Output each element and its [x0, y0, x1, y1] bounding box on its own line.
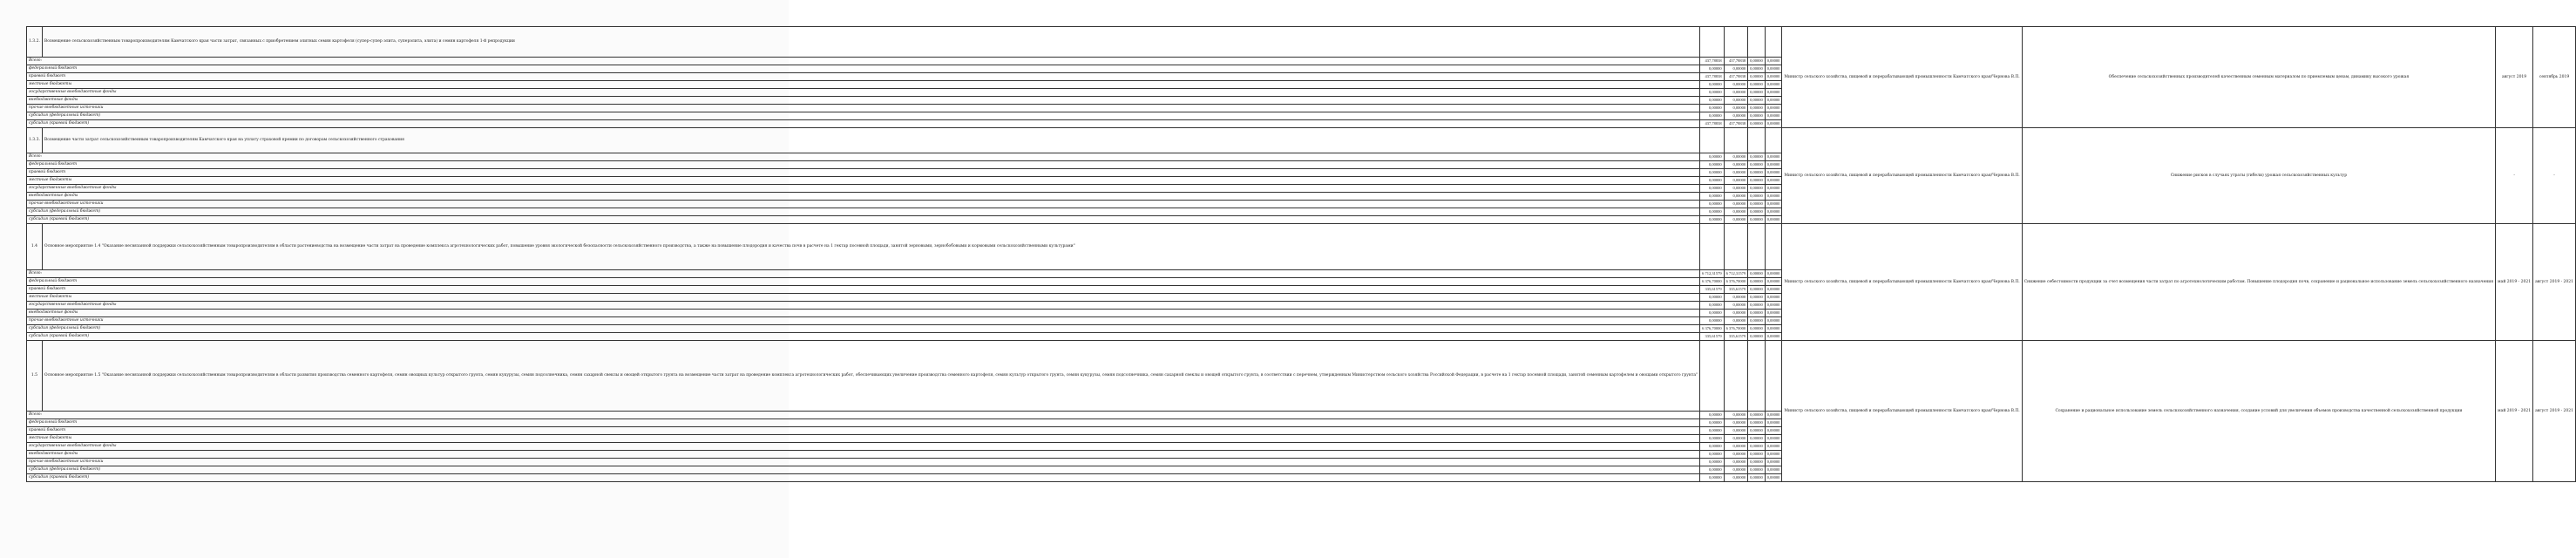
- amount-cell: 0,00000: [1724, 302, 1748, 310]
- amount-cell: 0,00000: [1765, 169, 1782, 177]
- amount-cell: 0,00000: [1700, 412, 1725, 419]
- funding-source-label: федеральный бюджет: [27, 65, 1700, 73]
- amount-cell: 0,00000: [1724, 451, 1748, 459]
- amount-cell: 0,00000: [1724, 161, 1748, 169]
- amount-cell: 0,00000: [1700, 443, 1725, 451]
- amount-cell: 0,00000: [1724, 208, 1748, 216]
- funding-source-label: прочие внебюджетные источники: [27, 317, 1700, 325]
- result-cell: Снижение рисков в случаях утраты (гибели) урожая сельскохозяйственных культур: [2022, 128, 2495, 224]
- executor-cell: Министр сельского хозяйства, пищевой и перерабатывающей промышленности Камчатского края/Чернова В.П.: [1782, 128, 2022, 224]
- amount-cell: 0,00000: [1724, 412, 1748, 419]
- amount-cell: 0,00000: [1748, 443, 1766, 451]
- amount-cell: 0,00000: [1700, 466, 1725, 474]
- amount-cell: 0,00000: [1765, 278, 1782, 286]
- empty-cell: [1765, 224, 1782, 270]
- amount-cell: 0,00000: [1748, 427, 1766, 435]
- start-date-cell: май 2019 - 2021: [2496, 224, 2533, 341]
- empty-cell: [1765, 341, 1782, 412]
- amount-cell: 0,00000: [1724, 459, 1748, 466]
- amount-cell: 0,00000: [1748, 120, 1766, 128]
- amount-cell: 0,00000: [1700, 105, 1725, 112]
- amount-cell: 0,00000: [1700, 161, 1725, 169]
- amount-cell: 437,78838: [1700, 120, 1725, 128]
- funding-source-label: государственные внебюджетные фонды: [27, 89, 1700, 97]
- empty-cell: [1748, 27, 1766, 58]
- executor-cell: Министр сельского хозяйства, пищевой и перерабатывающей промышленности Камчатского края/Чернова В.П.: [1782, 224, 2022, 341]
- empty-cell: [1724, 224, 1748, 270]
- amount-cell: 0,00000: [1700, 302, 1725, 310]
- funding-source-label: субсидия (федеральный бюджет): [27, 112, 1700, 120]
- amount-cell: 0,00000: [1748, 58, 1766, 65]
- amount-cell: 6 376,70000: [1700, 278, 1725, 286]
- block-header-row: [27, 128, 2576, 153]
- amount-cell: 0,00000: [1765, 193, 1782, 201]
- amount-cell: 0,00000: [1700, 89, 1725, 97]
- funding-source-label: местные бюджеты: [27, 435, 1700, 443]
- amount-cell: 0,00000: [1748, 278, 1766, 286]
- amount-cell: 0,00000: [1748, 105, 1766, 112]
- amount-cell: 0,00000: [1748, 177, 1766, 185]
- amount-cell: 0,00000: [1765, 443, 1782, 451]
- amount-cell: 0,00000: [1765, 58, 1782, 65]
- amount-cell: 0,00000: [1765, 427, 1782, 435]
- amount-cell: 0,00000: [1724, 466, 1748, 474]
- amount-cell: 0,00000: [1748, 97, 1766, 105]
- amount-cell: 0,00000: [1748, 185, 1766, 193]
- amount-cell: 0,00000: [1748, 435, 1766, 443]
- amount-cell: 6 712,31579: [1700, 270, 1725, 278]
- amount-cell: 0,00000: [1748, 474, 1766, 482]
- amount-cell: 0,00000: [1700, 451, 1725, 459]
- block-header-row: [27, 27, 2576, 58]
- block-title: Возмещение части затрат сельскохозяйственным товаропроизводителям Камчатского края на уплату страховой премии по договорам сельскохозяйственного страхования: [42, 128, 1699, 153]
- amount-cell: 0,00000: [1748, 201, 1766, 208]
- amount-cell: 0,00000: [1748, 325, 1766, 333]
- amount-cell: 0,00000: [1748, 89, 1766, 97]
- amount-cell: 0,00000: [1724, 474, 1748, 482]
- amount-cell: 0,00000: [1748, 459, 1766, 466]
- block-header-row: [27, 341, 2576, 412]
- amount-cell: 0,00000: [1765, 310, 1782, 317]
- amount-cell: 0,00000: [1765, 451, 1782, 459]
- empty-cell: [1748, 341, 1766, 412]
- amount-cell: 0,00000: [1724, 112, 1748, 120]
- funding-source-label: краевой бюджет: [27, 169, 1700, 177]
- block-code: 1.4: [27, 224, 43, 270]
- amount-cell: 0,00000: [1700, 65, 1725, 73]
- funding-source-label: Всего:: [27, 58, 1700, 65]
- funding-source-label: внебюджетные фонды: [27, 193, 1700, 201]
- amount-cell: 0,00000: [1724, 65, 1748, 73]
- funding-source-label: прочие внебюджетные источники: [27, 459, 1700, 466]
- amount-cell: 0,00000: [1724, 427, 1748, 435]
- amount-cell: 0,00000: [1765, 97, 1782, 105]
- empty-cell: [1700, 128, 1725, 153]
- amount-cell: 0,00000: [1700, 419, 1725, 427]
- amount-cell: 0,00000: [1724, 193, 1748, 201]
- funding-source-label: внебюджетные фонды: [27, 451, 1700, 459]
- amount-cell: 0,00000: [1765, 270, 1782, 278]
- block-title: Основное мероприятие 1.5 "Оказание несвязанной поддержки сельскохозяйственным товаропроизводителям в области развития производства семенного картофеля, семян овощных культур открытого грунта, семян кукурузы, семян подсолнечника, семян сахарной свеклы и овощей открытого грунта на возмещение части затрат на проведение комплекса агротехнологических работ, обеспечивающих увеличение производства семенного картофеля, семян культур открытого грунта, семян кукурузы, семян подсолнечника, семян сахарной свеклы и овощей открытого грунта, в соответствии с перечнем, утвержденным Министерством сельского хозяйства Российской Федерации, в расчете на 1 гектар посевной площади, занятой семенным картофелем и овощами открытого грунта": [42, 341, 1699, 412]
- amount-cell: 0,00000: [1724, 216, 1748, 224]
- empty-cell: [1765, 27, 1782, 58]
- amount-cell: 0,00000: [1748, 333, 1766, 341]
- funding-source-label: государственные внебюджетные фонды: [27, 185, 1700, 193]
- amount-cell: 0,00000: [1748, 310, 1766, 317]
- budget-table: [26, 26, 2576, 482]
- amount-cell: 0,00000: [1700, 201, 1725, 208]
- empty-cell: [1700, 27, 1725, 58]
- amount-cell: 0,00000: [1748, 270, 1766, 278]
- amount-cell: 0,00000: [1765, 201, 1782, 208]
- amount-cell: 0,00000: [1700, 193, 1725, 201]
- funding-source-label: субсидия (краевой бюджет): [27, 474, 1700, 482]
- amount-cell: 0,00000: [1748, 466, 1766, 474]
- amount-cell: 0,00000: [1748, 112, 1766, 120]
- amount-cell: 0,00000: [1765, 286, 1782, 294]
- end-date-cell: август 2019 - 2021: [2533, 224, 2576, 341]
- amount-cell: 0,00000: [1765, 161, 1782, 169]
- amount-cell: 0,00000: [1765, 466, 1782, 474]
- amount-cell: 0,00000: [1765, 73, 1782, 81]
- amount-cell: 0,00000: [1765, 65, 1782, 73]
- amount-cell: 0,00000: [1748, 294, 1766, 302]
- end-date-cell: сентябрь 2019: [2533, 27, 2576, 128]
- amount-cell: 0,00000: [1748, 81, 1766, 89]
- funding-source-label: внебюджетные фонды: [27, 97, 1700, 105]
- funding-source-label: субсидия (федеральный бюджет): [27, 208, 1700, 216]
- block-header-row: [27, 224, 2576, 270]
- funding-source-label: прочие внебюджетные источники: [27, 201, 1700, 208]
- amount-cell: 437,78838: [1724, 58, 1748, 65]
- funding-source-label: Всего:: [27, 270, 1700, 278]
- amount-cell: 0,00000: [1724, 153, 1748, 161]
- amount-cell: 0,00000: [1765, 412, 1782, 419]
- amount-cell: 0,00000: [1765, 153, 1782, 161]
- amount-cell: 0,00000: [1724, 105, 1748, 112]
- amount-cell: 0,00000: [1748, 193, 1766, 201]
- funding-source-label: Всего:: [27, 153, 1700, 161]
- block-title: Возмещение сельскохозяйственным товаропроизводителям Камчатского края части затрат, связанных с приобретением элитных семян картофеля (супер-супер элита, суперэлита, элита) и семян картофеля 1-й репродукции: [42, 27, 1699, 58]
- amount-cell: 0,00000: [1724, 294, 1748, 302]
- amount-cell: 0,00000: [1700, 112, 1725, 120]
- amount-cell: 0,00000: [1748, 412, 1766, 419]
- amount-cell: 0,00000: [1700, 81, 1725, 89]
- amount-cell: 6 376,70000: [1724, 325, 1748, 333]
- amount-cell: 0,00000: [1765, 185, 1782, 193]
- funding-source-label: субсидия (краевой бюджет): [27, 120, 1700, 128]
- amount-cell: 437,78838: [1724, 120, 1748, 128]
- amount-cell: 0,00000: [1765, 112, 1782, 120]
- empty-cell: [1748, 224, 1766, 270]
- block-title: Основное мероприятие 1.4 "Оказание несвязанной поддержки сельскохозяйственным товаропроизводителям в области растениеводства на возмещение части затрат на проведение комплекса агротехнологических работ, повышение уровня экологической безопасности сельскохозяйственного производства, а также на повышение плодородия и качества почв в расчете на 1 гектар посевной площади, занятой зерновыми, зернобобовыми и кормовыми сельскохозяйственными культурами": [42, 224, 1699, 270]
- amount-cell: 0,00000: [1700, 208, 1725, 216]
- amount-cell: 0,00000: [1700, 435, 1725, 443]
- amount-cell: 0,00000: [1748, 317, 1766, 325]
- amount-cell: 0,00000: [1700, 97, 1725, 105]
- amount-cell: 0,00000: [1765, 105, 1782, 112]
- amount-cell: 0,00000: [1765, 325, 1782, 333]
- funding-source-label: местные бюджеты: [27, 294, 1700, 302]
- amount-cell: 0,00000: [1724, 81, 1748, 89]
- amount-cell: 0,00000: [1765, 294, 1782, 302]
- amount-cell: 0,00000: [1748, 302, 1766, 310]
- empty-cell: [1700, 341, 1725, 412]
- amount-cell: 0,00000: [1748, 451, 1766, 459]
- amount-cell: 0,00000: [1765, 435, 1782, 443]
- amount-cell: 0,00000: [1765, 208, 1782, 216]
- amount-cell: 335,61579: [1724, 333, 1748, 341]
- amount-cell: 437,78838: [1700, 58, 1725, 65]
- amount-cell: 0,00000: [1700, 169, 1725, 177]
- amount-cell: 0,00000: [1748, 169, 1766, 177]
- amount-cell: 0,00000: [1700, 177, 1725, 185]
- amount-cell: 0,00000: [1765, 89, 1782, 97]
- amount-cell: 0,00000: [1765, 459, 1782, 466]
- funding-source-label: Всего:: [27, 412, 1700, 419]
- amount-cell: 0,00000: [1765, 120, 1782, 128]
- start-date-cell: май 2019 - 2021: [2496, 341, 2533, 482]
- result-cell: Сохранение и рациональное использование земель сельскохозяйственного назначения, создание условий для увеличения объемов производства качественной сельскохозяйственной продукции: [2022, 341, 2495, 482]
- amount-cell: 0,00000: [1700, 310, 1725, 317]
- amount-cell: 0,00000: [1724, 419, 1748, 427]
- funding-source-label: краевой бюджет: [27, 427, 1700, 435]
- start-date-cell: август 2019: [2496, 27, 2533, 128]
- result-cell: Обеспечение сельскохозяйственных производителей качественным семенным материалом по приемлемым ценам, динамику высокого урожая: [2022, 27, 2495, 128]
- amount-cell: 6 376,70000: [1724, 278, 1748, 286]
- block-code: 1.3.3.: [27, 128, 43, 153]
- funding-source-label: субсидия (федеральный бюджет): [27, 325, 1700, 333]
- funding-source-label: государственные внебюджетные фонды: [27, 443, 1700, 451]
- start-date-cell: -: [2496, 128, 2533, 224]
- empty-cell: [1700, 224, 1725, 270]
- funding-source-label: федеральный бюджет: [27, 161, 1700, 169]
- amount-cell: 0,00000: [1724, 177, 1748, 185]
- amount-cell: 335,61579: [1724, 286, 1748, 294]
- amount-cell: 0,00000: [1765, 216, 1782, 224]
- amount-cell: 0,00000: [1748, 73, 1766, 81]
- block-code: 1.3.2.: [27, 27, 43, 58]
- amount-cell: 0,00000: [1748, 419, 1766, 427]
- result-cell: Снижение себестоимости продукции за счет возмещения части затрат по агротехнологическим работам. Повышение плодородия почв, сохранение и рациональное использование земель сельскохозяйственного назначения: [2022, 224, 2495, 341]
- block-code: 1.5: [27, 341, 43, 412]
- amount-cell: 0,00000: [1724, 89, 1748, 97]
- amount-cell: 0,00000: [1765, 317, 1782, 325]
- funding-source-label: федеральный бюджет: [27, 419, 1700, 427]
- amount-cell: 0,00000: [1748, 161, 1766, 169]
- funding-source-label: субсидия (краевой бюджет): [27, 216, 1700, 224]
- empty-cell: [1724, 27, 1748, 58]
- funding-source-label: субсидия (краевой бюджет): [27, 333, 1700, 341]
- funding-source-label: федеральный бюджет: [27, 278, 1700, 286]
- end-date-cell: август 2019 - 2021: [2533, 341, 2576, 482]
- amount-cell: 0,00000: [1765, 81, 1782, 89]
- executor-cell: Министр сельского хозяйства, пищевой и перерабатывающей промышленности Камчатского края/Чернова В.П.: [1782, 341, 2022, 482]
- amount-cell: 6 376,70000: [1700, 325, 1725, 333]
- amount-cell: 0,00000: [1700, 459, 1725, 466]
- amount-cell: 0,00000: [1748, 208, 1766, 216]
- amount-cell: 0,00000: [1724, 317, 1748, 325]
- funding-source-label: государственные внебюджетные фонды: [27, 302, 1700, 310]
- funding-source-label: внебюджетные фонды: [27, 310, 1700, 317]
- amount-cell: 6 712,31579: [1724, 270, 1748, 278]
- empty-cell: [1765, 128, 1782, 153]
- amount-cell: 0,00000: [1765, 333, 1782, 341]
- executor-cell: Министр сельского хозяйства, пищевой и перерабатывающей промышленности Камчатского края/Чернова В.П.: [1782, 27, 2022, 128]
- empty-cell: [1724, 341, 1748, 412]
- amount-cell: 0,00000: [1748, 153, 1766, 161]
- amount-cell: 0,00000: [1700, 153, 1725, 161]
- amount-cell: 0,00000: [1748, 216, 1766, 224]
- amount-cell: 437,78838: [1724, 73, 1748, 81]
- amount-cell: 335,61579: [1700, 333, 1725, 341]
- amount-cell: 0,00000: [1700, 474, 1725, 482]
- amount-cell: 0,00000: [1724, 185, 1748, 193]
- amount-cell: 0,00000: [1700, 427, 1725, 435]
- amount-cell: 0,00000: [1724, 443, 1748, 451]
- amount-cell: 0,00000: [1700, 216, 1725, 224]
- end-date-cell: -: [2533, 128, 2576, 224]
- amount-cell: 0,00000: [1724, 201, 1748, 208]
- amount-cell: 0,00000: [1700, 294, 1725, 302]
- funding-source-label: краевой бюджет: [27, 73, 1700, 81]
- amount-cell: 437,78838: [1700, 73, 1725, 81]
- amount-cell: 0,00000: [1700, 317, 1725, 325]
- funding-source-label: краевой бюджет: [27, 286, 1700, 294]
- funding-source-label: местные бюджеты: [27, 81, 1700, 89]
- amount-cell: 0,00000: [1765, 419, 1782, 427]
- amount-cell: 0,00000: [1748, 65, 1766, 73]
- amount-cell: 0,00000: [1700, 185, 1725, 193]
- amount-cell: 0,00000: [1724, 97, 1748, 105]
- amount-cell: 0,00000: [1765, 177, 1782, 185]
- amount-cell: 0,00000: [1765, 302, 1782, 310]
- empty-cell: [1724, 128, 1748, 153]
- funding-source-label: местные бюджеты: [27, 177, 1700, 185]
- amount-cell: 0,00000: [1724, 169, 1748, 177]
- amount-cell: 335,61579: [1700, 286, 1725, 294]
- amount-cell: 0,00000: [1748, 286, 1766, 294]
- amount-cell: 0,00000: [1724, 435, 1748, 443]
- amount-cell: 0,00000: [1724, 310, 1748, 317]
- funding-source-label: субсидия (федеральный бюджет): [27, 466, 1700, 474]
- amount-cell: 0,00000: [1765, 474, 1782, 482]
- funding-source-label: прочие внебюджетные источники: [27, 105, 1700, 112]
- empty-cell: [1748, 128, 1766, 153]
